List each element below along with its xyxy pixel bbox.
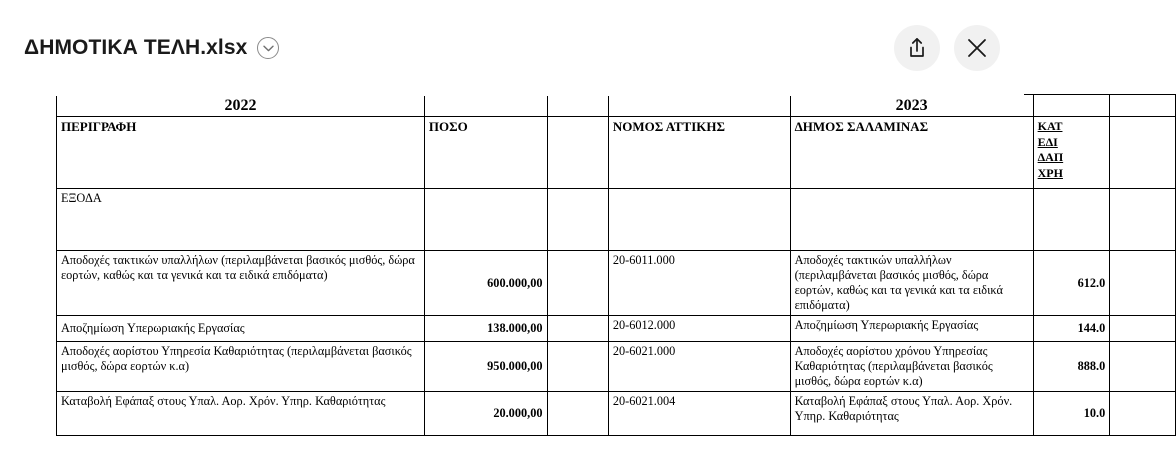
katanomi-line-3: ΔΑΠ <box>1037 150 1064 165</box>
cell-code: 20-6011.000 <box>608 251 790 316</box>
cell-amount-2: 612.0 <box>1033 251 1110 316</box>
cell-description: Αποδοχές αορίστου Υπηρεσία Καθαριότητας (περιλαμβάνεται βασικός μισθός, δώρα εορτών κ.α) <box>57 342 425 392</box>
page-title: ΔΗΜΟΤΙΚΑ ΤΕΛΗ.xlsx <box>24 36 248 59</box>
cell-description-2: Αποδοχές τακτικών υπαλλήλων (περιλαμβάνεται βασικός μισθός, δώρα εορτών, καθώς και τα γενικά και τα ειδικά επιδόματα) <box>790 251 1033 316</box>
column-header-nomos: ΝΟΜΟΣ ΑΤΤΙΚΗΣ <box>608 117 790 189</box>
section-gap-cell <box>547 189 608 251</box>
close-button[interactable] <box>954 25 1000 71</box>
cell-description-2: Αποζημίωση Υπερωριακής Εργασίας <box>790 316 1033 342</box>
section-amount2-cell <box>1033 189 1110 251</box>
table-row-section <box>57 189 1176 251</box>
cell-gap <box>547 316 608 342</box>
katanomi-line-1: ΚΑΤ <box>1037 119 1063 133</box>
cell-description: Αποδοχές τακτικών υπαλλήλων (περιλαμβάνεται βασικός μισθός, δώρα εορτών, καθώς και τα γενικά και τα ειδικά επιδόματα) <box>57 251 425 316</box>
section-label-cell: ΕΞΟΔΑ <box>57 189 425 251</box>
cell-extra <box>1110 392 1176 436</box>
section-amount-cell <box>424 189 547 251</box>
spacer-cell <box>1110 95 1176 117</box>
section-code-cell <box>608 189 790 251</box>
close-x-icon <box>966 37 988 59</box>
table-row[interactable] <box>57 316 1176 342</box>
katanomi-line-2: ΕΔΙ <box>1037 134 1058 149</box>
cell-code: 20-6012.000 <box>608 316 790 342</box>
cell-amount: 950.000,00 <box>424 342 547 392</box>
table-header-row <box>57 117 1176 189</box>
column-header-dimos: ΔΗΜΟΣ ΣΑΛΑΜΙΝΑΣ <box>790 117 1033 189</box>
spacer-cell <box>608 95 790 117</box>
section-extra-cell <box>1110 189 1176 251</box>
cell-description-2: Καταβολή Εφάπαξ στους Υπαλ. Αορ. Χρόν. Υπηρ. Καθαριότητας <box>790 392 1033 436</box>
cell-code: 20-6021.004 <box>608 392 790 436</box>
column-header-blank <box>547 117 608 189</box>
chevron-down-icon[interactable] <box>257 37 279 59</box>
spreadsheet-table <box>56 94 1176 436</box>
cell-amount-2: 888.0 <box>1033 342 1110 392</box>
spacer-cell <box>547 95 608 117</box>
cell-amount-2: 144.0 <box>1033 316 1110 342</box>
table-row-years <box>57 95 1176 117</box>
cell-gap <box>547 392 608 436</box>
spacer-cell <box>1033 95 1110 117</box>
cell-amount-2: 10.0 <box>1033 392 1110 436</box>
viewer-header <box>0 0 1024 96</box>
year-left-cell: 2022 <box>57 95 425 117</box>
share-upload-icon <box>907 37 927 59</box>
cell-amount: 138.000,00 <box>424 316 547 342</box>
cell-amount: 20.000,00 <box>424 392 547 436</box>
cell-gap <box>547 251 608 316</box>
table-row[interactable] <box>57 342 1176 392</box>
cell-extra <box>1110 342 1176 392</box>
cell-amount: 600.000,00 <box>424 251 547 316</box>
table-row[interactable] <box>57 392 1176 436</box>
column-header-extra <box>1110 117 1176 189</box>
spreadsheet-canvas[interactable] <box>0 88 1106 472</box>
column-header-poso: ΠΟΣΟ <box>424 117 547 189</box>
katanomi-line-4: ΧΡΗ <box>1037 165 1063 180</box>
cell-description: Αποζημίωση Υπερωριακής Εργασίας <box>57 316 425 342</box>
table-row[interactable] <box>57 251 1176 316</box>
spacer-cell <box>424 95 547 117</box>
cell-description: Καταβολή Εφάπαξ στους Υπαλ. Αορ. Χρόν. Υπηρ. Καθαριότητας <box>57 392 425 436</box>
year-right-cell: 2023 <box>790 95 1033 117</box>
cell-extra <box>1110 251 1176 316</box>
cell-code: 20-6021.000 <box>608 342 790 392</box>
cell-extra <box>1110 316 1176 342</box>
column-header-perigrafi: ΠΕΡΙΓΡΑΦΗ <box>57 117 425 189</box>
column-header-katanomi <box>1033 117 1110 189</box>
cell-description-2: Αποδοχές αορίστου χρόνου Υπηρεσίας Καθαριότητας (περιλαμβάνεται βασικός μισθός, δώρα εορτών κ.α) <box>790 342 1033 392</box>
cell-gap <box>547 342 608 392</box>
section-desc2-cell <box>790 189 1033 251</box>
share-button[interactable] <box>894 25 940 71</box>
header-actions <box>894 25 1000 71</box>
